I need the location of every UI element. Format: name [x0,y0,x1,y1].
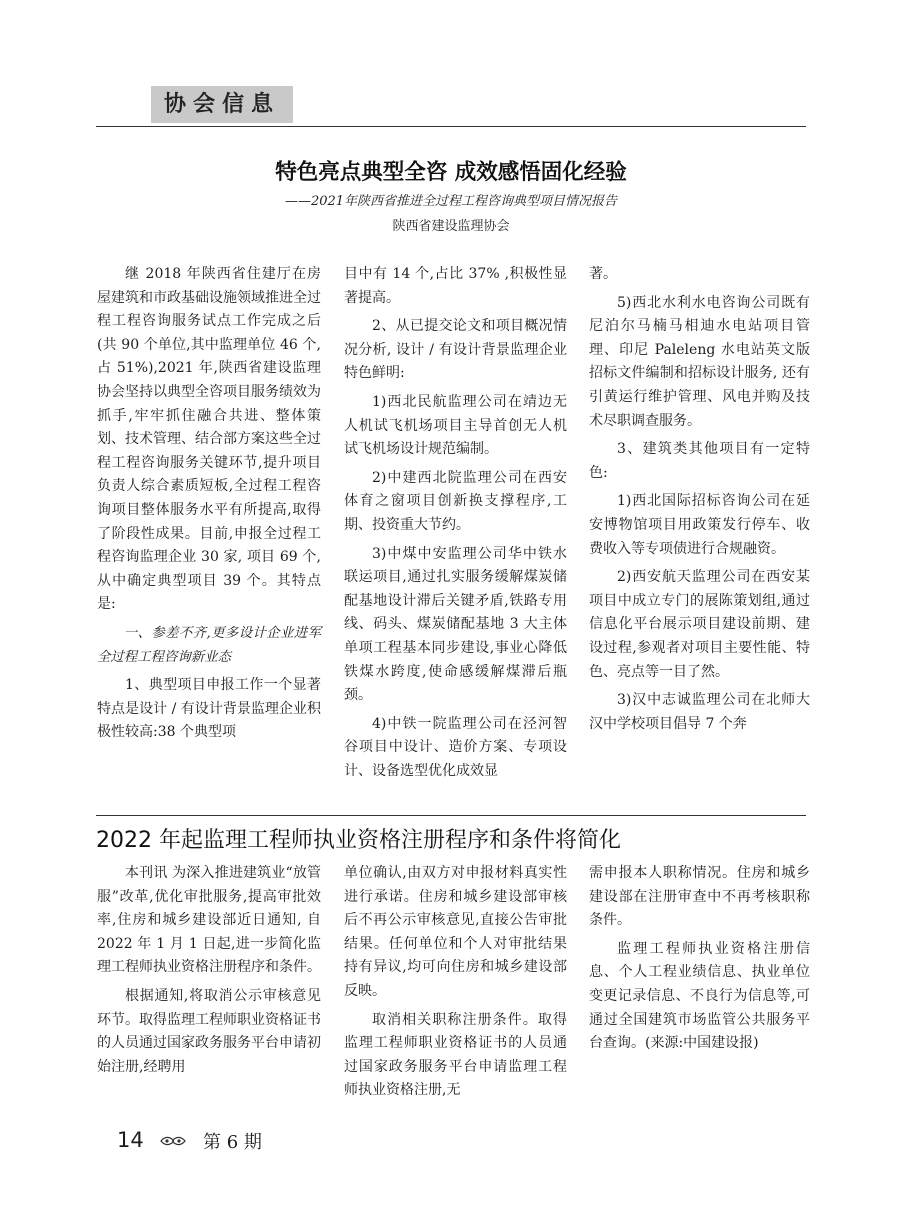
paragraph: 3)中煤中安监理公司华中铁水联运项目,通过扎实服务缓解煤炭储配基地设计滞后关键矛盾,铁路专用线、码头、煤炭储配基地 3 大主体单项工程基本同步建设,事业心降低铁煤水跨度,使命感缓解煤滞后瓶颈。 [344,545,567,704]
paragraph: 继 2018 年陕西省住建厅在房屋建筑和市政基础设施领域推进全过程工程咨询服务试点工作完成之后(共 90 个单位,其中监理单位 46 个, 占 51%),2021 年,陕西省建设监理协会坚持以典型全咨项目服务绩效为抓手,牢牢抓住融合共进、整体策划、技术管理、结合部方案这些全过程工程咨询服务关键环节,提升项目负责人综合素质短板,全过程工程咨询项目整体服务水平有所提高,取得了阶段性成果。目前,申报全过程工程咨询监理企业 30 家, 项目 69 个,从中确定典型项目 39 个。其特点是: [97,266,321,613]
paragraph: 5)西北水利水电咨询公司既有尼泊尔马楠马相迪水电站项目管理、印尼 Paleleng 水电站英文版招标文件编制和招标设计服务, 还有引黄运行维护管理、风电并购及技术尽职调查服务。 [589,294,810,429]
paragraph: 取消相关职称注册条件。取得监理工程师职业资格证书的人员通过国家政务服务平台申请监理工程师执业资格注册,无 [344,1011,567,1099]
paragraph: 2)中建西北院监理公司在西安体育之窗项目创新换支撑程序,工期、投资重大节约。 [344,469,567,533]
paragraph: 著。 [589,266,617,282]
paragraph: 2)西安航天监理公司在西安某项目中成立专门的展陈策划组,通过信息化平台展示项目建设前期、建设过程,参观者对项目主要性能、特色、亮点等一目了然。 [589,569,810,680]
article-author: 陕西省建设监理协会 [392,219,510,234]
section-banner [151,86,293,123]
news-title: 2022 年起监理工程师执业资格注册程序和条件将简化 [96,828,621,853]
paragraph: 1)西北国际招标咨询公司在延安博物馆项目用政策发行停车、收费收入等专项债进行合规融资。 [589,493,810,557]
paragraph: 2、从已提交论文和项目概况情况分析, 设计 / 有设计背景监理企业特色鲜明: [344,318,567,382]
news-column-1 [97,862,321,1079]
paragraph: 根据通知,将取消公示审核意见环节。取得监理工程师职业资格证书的人员通过国家政务服务平台申请初始注册,经聘用 [97,987,321,1075]
paragraph: 需申报本人职称情况。住房和城乡建设部在注册审查中不再考核职称条件。 [589,865,810,929]
paragraph: 单位确认,由双方对申报材料真实性进行承诺。住房和城乡建设部审核后不再公示审核意见,直接公告审批结果。任何单位和个人对审批结果持有异议,均可向住房和城乡建设部反映。 [344,865,567,999]
article-column-2 [344,263,567,783]
paragraph: 目中有 14 个,占比 37% ,积极性显著提高。 [344,266,567,306]
issue-number: 第 6 期 [203,1132,262,1153]
journal-logo-icon [160,1134,186,1148]
news-column-3 [589,862,810,1056]
news-column-2 [344,862,567,1103]
section-heading: 一、参差不齐,更多设计企业进军全过程工程咨询新业态 [97,625,321,665]
article-divider [96,815,806,816]
page-number: 14 [117,1128,144,1152]
article-title: 特色亮点典型全咨 成效感悟固化经验 [275,160,627,185]
paragraph: 4)中铁一院监理公司在泾河智谷项目中设计、造价方案、专项设计、设备选型优化成效显 [344,715,567,779]
article-column-3 [589,263,810,736]
section-label: 协会信息 [163,92,280,117]
paragraph: 3、建筑类其他项目有一定特色: [589,441,810,481]
article-subtitle: ——2021年陕西省推进全过程工程咨询典型项目情况报告 [284,194,618,209]
paragraph: 1、典型项目申报工作一个显著特点是设计 / 有设计背景监理企业积极性较高:38 个典型项 [97,677,321,741]
header-rule [96,126,806,127]
paragraph: 3)汉中志诚监理公司在北师大汉中学校项目倡导 7 个奔 [589,692,810,732]
paragraph: 本刊讯 为深入推进建筑业“放管服”改革,优化审批服务,提高审批效率,住房和城乡建设部近日通知, 自 2022 年 1 月 1 日起,进一步简化监理工程师执业资格注册程序和条件。 [97,865,321,976]
article-column-1 [97,263,321,745]
paragraph: 监理工程师执业资格注册信息、个人工程业绩信息、执业单位变更记录信息、不良行为信息等,可通过全国建筑市场监管公共服务平台查询。(来源:中国建设报) [589,940,810,1052]
paragraph: 1)西北民航监理公司在靖边无人机试飞机场项目主导首创无人机试飞机场设计规范编制。 [344,393,567,458]
